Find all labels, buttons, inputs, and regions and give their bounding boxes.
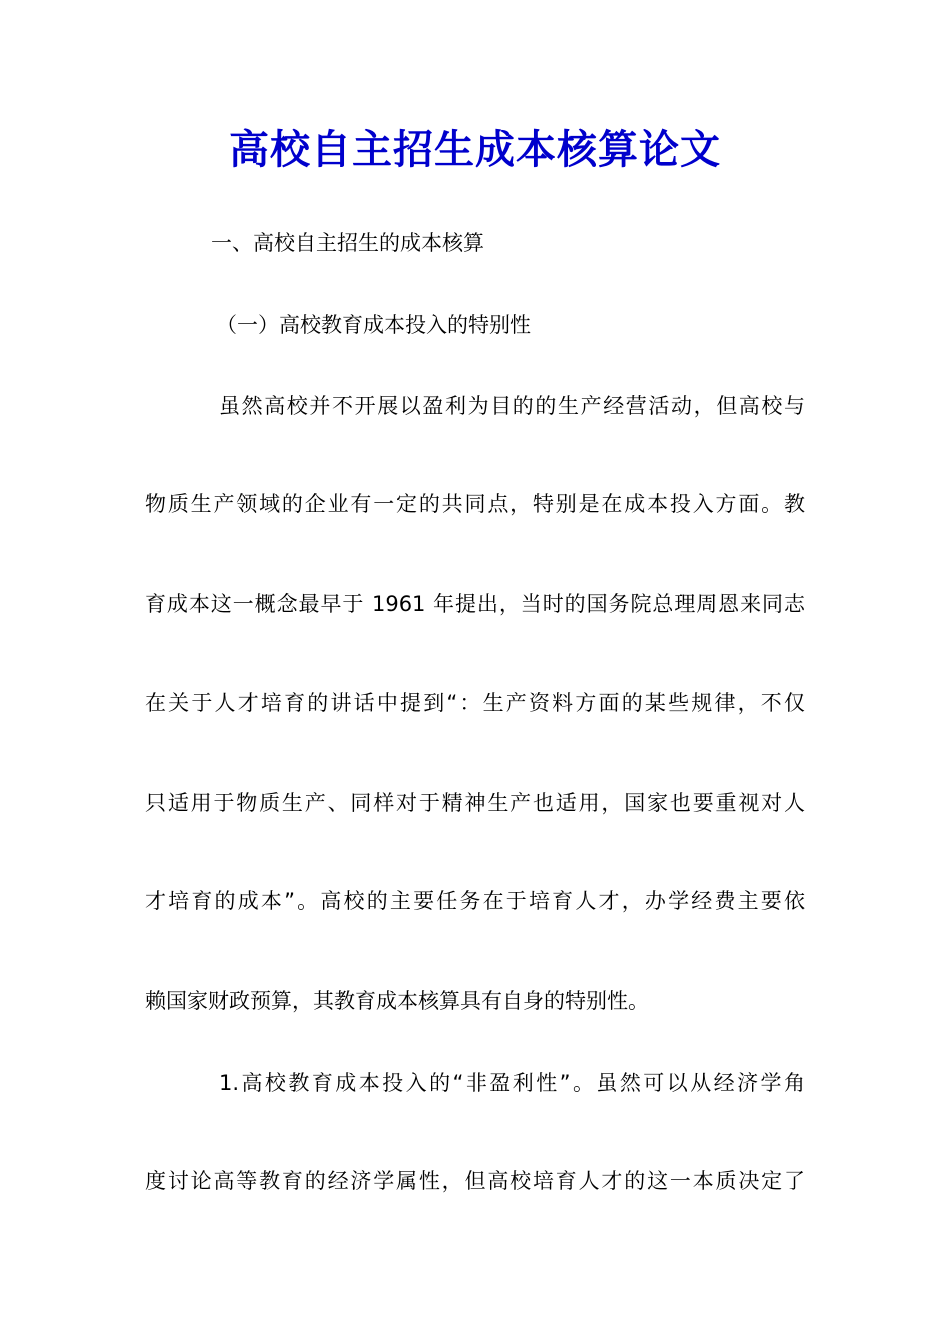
paragraph-line: 在关于人才培育的讲话中提到“：生产资料方面的某些规律，不仅 <box>145 691 805 715</box>
subsection-heading: （一）高校教育成本投入的特别性 <box>216 313 531 337</box>
paragraph-line: 才培育的成本”。高校的主要任务在于培育人才，办学经费主要依 <box>145 889 805 913</box>
paragraph-line: 赖国家财政预算，其教育成本核算具有自身的特别性。 <box>145 989 649 1013</box>
paragraph-line: 虽然高校并不开展以盈利为目的的生产经营活动，但高校与 <box>219 394 805 418</box>
paragraph-line: 只适用于物质生产、同样对于精神生产也适用，国家也要重视对人 <box>145 791 805 815</box>
paragraph-line: 度讨论高等教育的经济学属性，但高校培育人才的这一本质决定了 <box>145 1169 805 1193</box>
paragraph-line: 育成本这一概念最早于 1961 年提出，当时的国务院总理周恩来同志 <box>145 592 805 616</box>
paragraph-line: 1.高校教育成本投入的“非盈利性”。虽然可以从经济学角 <box>219 1071 805 1095</box>
paragraph-line: 物质生产领域的企业有一定的共同点，特别是在成本投入方面。教 <box>145 492 805 516</box>
document-title: 高校自主招生成本核算论文 <box>229 127 721 173</box>
section-heading: 一、高校自主招生的成本核算 <box>211 231 484 255</box>
